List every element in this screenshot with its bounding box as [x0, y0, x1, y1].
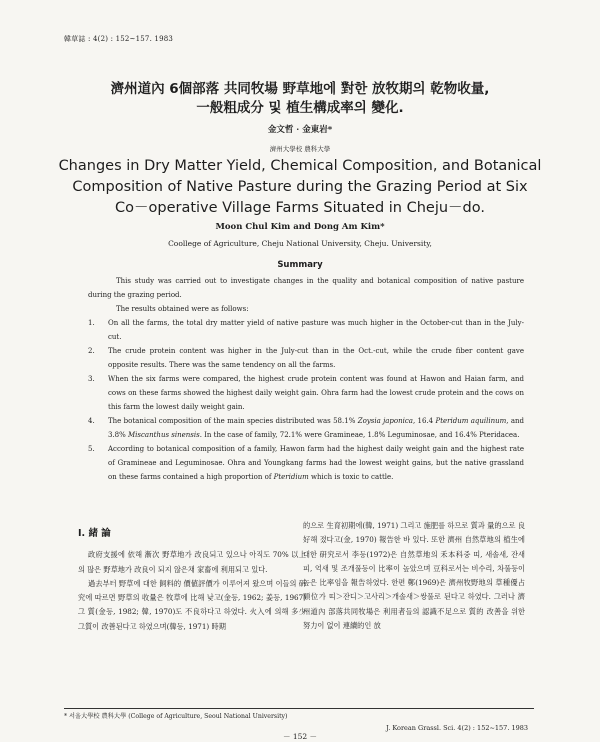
result-item — [88, 344, 524, 372]
intro-paragraph-1: 政府支援에 依해 漸次 野草地가 改良되고 있으나 아직도 70% 以上의 많은 野草地가 改良이 되지 않은채 家畜에 利用되고 있다. — [78, 550, 306, 574]
footer-journal-citation: J. Korean Grassl. Sci. 4(2) : 152~157. 1983 — [386, 724, 528, 732]
korean-title-line-1: 濟州道內 6個部落 共同牧場 野草地에 對한 放牧期의 乾物收量, — [110, 81, 490, 97]
species-name: Pteridum aquilinum — [435, 417, 507, 425]
right-column-paragraph: 的으로 生育初期에(韓, 1971) 그리고 施肥를 하므로 質과 量的으로 良好해 졌다고(金, 1970) 報告한 바 있다. 또한 濟州 自然草地의 植生에 대한 研究로서 李등(1972)은 自然草地의 禾本科중 띠, 새솔새, 잔새피, 억새 및 조개풀등이 比率이 높았으며 豆科로서는 비수리, 차풀등이 높은 比率임을 報告하였다. 한편 鄭(1969)은 濟州牧野地의 草種優占順位가 띠＞잔디＞고사리＞개솔새＞쌍풀로 된다고 하였다. 그러나 濟州道內 部落共同牧場은 利用者들의 認識不足으로 質的 改善을 위한 努力이 없이 連續的인 放 — [303, 521, 525, 631]
results-list — [88, 316, 524, 484]
english-title-line-1: Changes in Dry Matter Yield, Chemical Composition, and Botanical — [58, 158, 542, 174]
summary-intro: This study was carried out to investigate changes in the quality and botanical composition of native pasture during the grazing period. — [88, 277, 524, 299]
english-title-line-3: Co－operative Village Farms Situated in Cheju－do. — [115, 200, 485, 216]
summary-results-intro: The results obtained were as follows: — [116, 305, 249, 313]
species-name: Miscanthus sinensis — [128, 431, 200, 439]
summary-body — [88, 274, 524, 484]
result-text-mid: , 16.4 — [412, 417, 436, 425]
left-column — [78, 519, 306, 634]
english-title-line-2: Composition of Native Pasture during the Grazing Period at Six — [72, 179, 528, 195]
korean-authors: 金文哲 · 金東岩* — [267, 125, 333, 135]
result-number: 1. — [88, 319, 95, 327]
result-text: On all the farms, the total dry matter yield of native pasture was much higher in the October-cut than in the July-cut. — [108, 319, 524, 341]
result-text-post: . In the case of family, 72.1% were Gramineae, 1.8% Leguminosae, and 16.4% Pteridacea. — [199, 431, 520, 439]
korean-affiliation: 濟州大學校 農科大學 — [269, 145, 331, 153]
species-name: Zoysia japonica — [357, 417, 413, 425]
result-number: 3. — [88, 375, 95, 383]
result-text-post: which is toxic to cattle. — [308, 473, 394, 481]
result-item — [88, 316, 524, 344]
result-text: The crude protein content was higher in the July-cut than in the Oct.-cut, while the crude fiber content gave opposite results. There was the same tendency on all the farms. — [108, 347, 524, 369]
result-number: 4. — [88, 417, 95, 425]
result-text-pre: The botanical composition of the main species distributed was 58.1% — [108, 417, 358, 425]
intro-paragraph-2: 過去부터 野草에 대한 飼料的 價値評價가 이루어져 왔으며 이들의 研究에 따르면 野草의 收量은 牧草에 比해 낮고(金등, 1962; 姜등, 1967) 그 質(金등, 1982; 韓, 1970)도 不良하다고 하였다. 火入에 의해 多少 그質이 改善된다고 하였으며(韓등, 1971) 時期 — [78, 578, 306, 631]
result-number: 5. — [88, 445, 95, 453]
english-authors: Moon Chul Kim and Dong Am Kim* — [215, 222, 385, 232]
result-item — [88, 372, 524, 414]
footnote-divider — [64, 708, 534, 709]
section-heading-introduction: Ⅰ. 緒 論 — [78, 528, 111, 539]
english-affiliation: Coollege of Agriculture, Cheju National University, Cheju. University, — [168, 239, 432, 248]
result-item — [88, 442, 524, 484]
result-number: 2. — [88, 347, 95, 355]
result-text-pre: According to botanical composition of a family, Hawon farm had the highest daily weight gain and the highest rate of Gramineae and Leguminosae. Ohra and Youngkang farms had the lowest weight gains, but the native grassland on these farms contained a high proportion of — [108, 445, 524, 481]
summary-heading: Summary — [277, 260, 323, 270]
english-title — [0, 156, 600, 219]
result-text: When the six farms were compared, the highest crude protein content was found at Hawon and Haian farm, and cows on these farms showed the highest daily weight gain. Ohra farm had the lowest crude protein and the cows on this farm the lowest daily weight gain. — [108, 375, 524, 411]
footnote: * 서울大學校 農科大學 (College of Agriculture, Seoul National University) — [64, 713, 288, 720]
result-text-mid: , and 3.8% — [108, 417, 524, 439]
korean-title-line-2: 一般粗成分 및 植生構成率의 變化. — [196, 100, 404, 116]
result-item — [88, 414, 524, 442]
page-number: － 152 － — [282, 732, 318, 741]
journal-reference: 韓草誌 : 4(2) : 152~157. 1983 — [64, 35, 174, 43]
korean-title — [0, 80, 600, 118]
right-column — [303, 519, 525, 633]
species-name: Pteridium — [273, 473, 309, 481]
